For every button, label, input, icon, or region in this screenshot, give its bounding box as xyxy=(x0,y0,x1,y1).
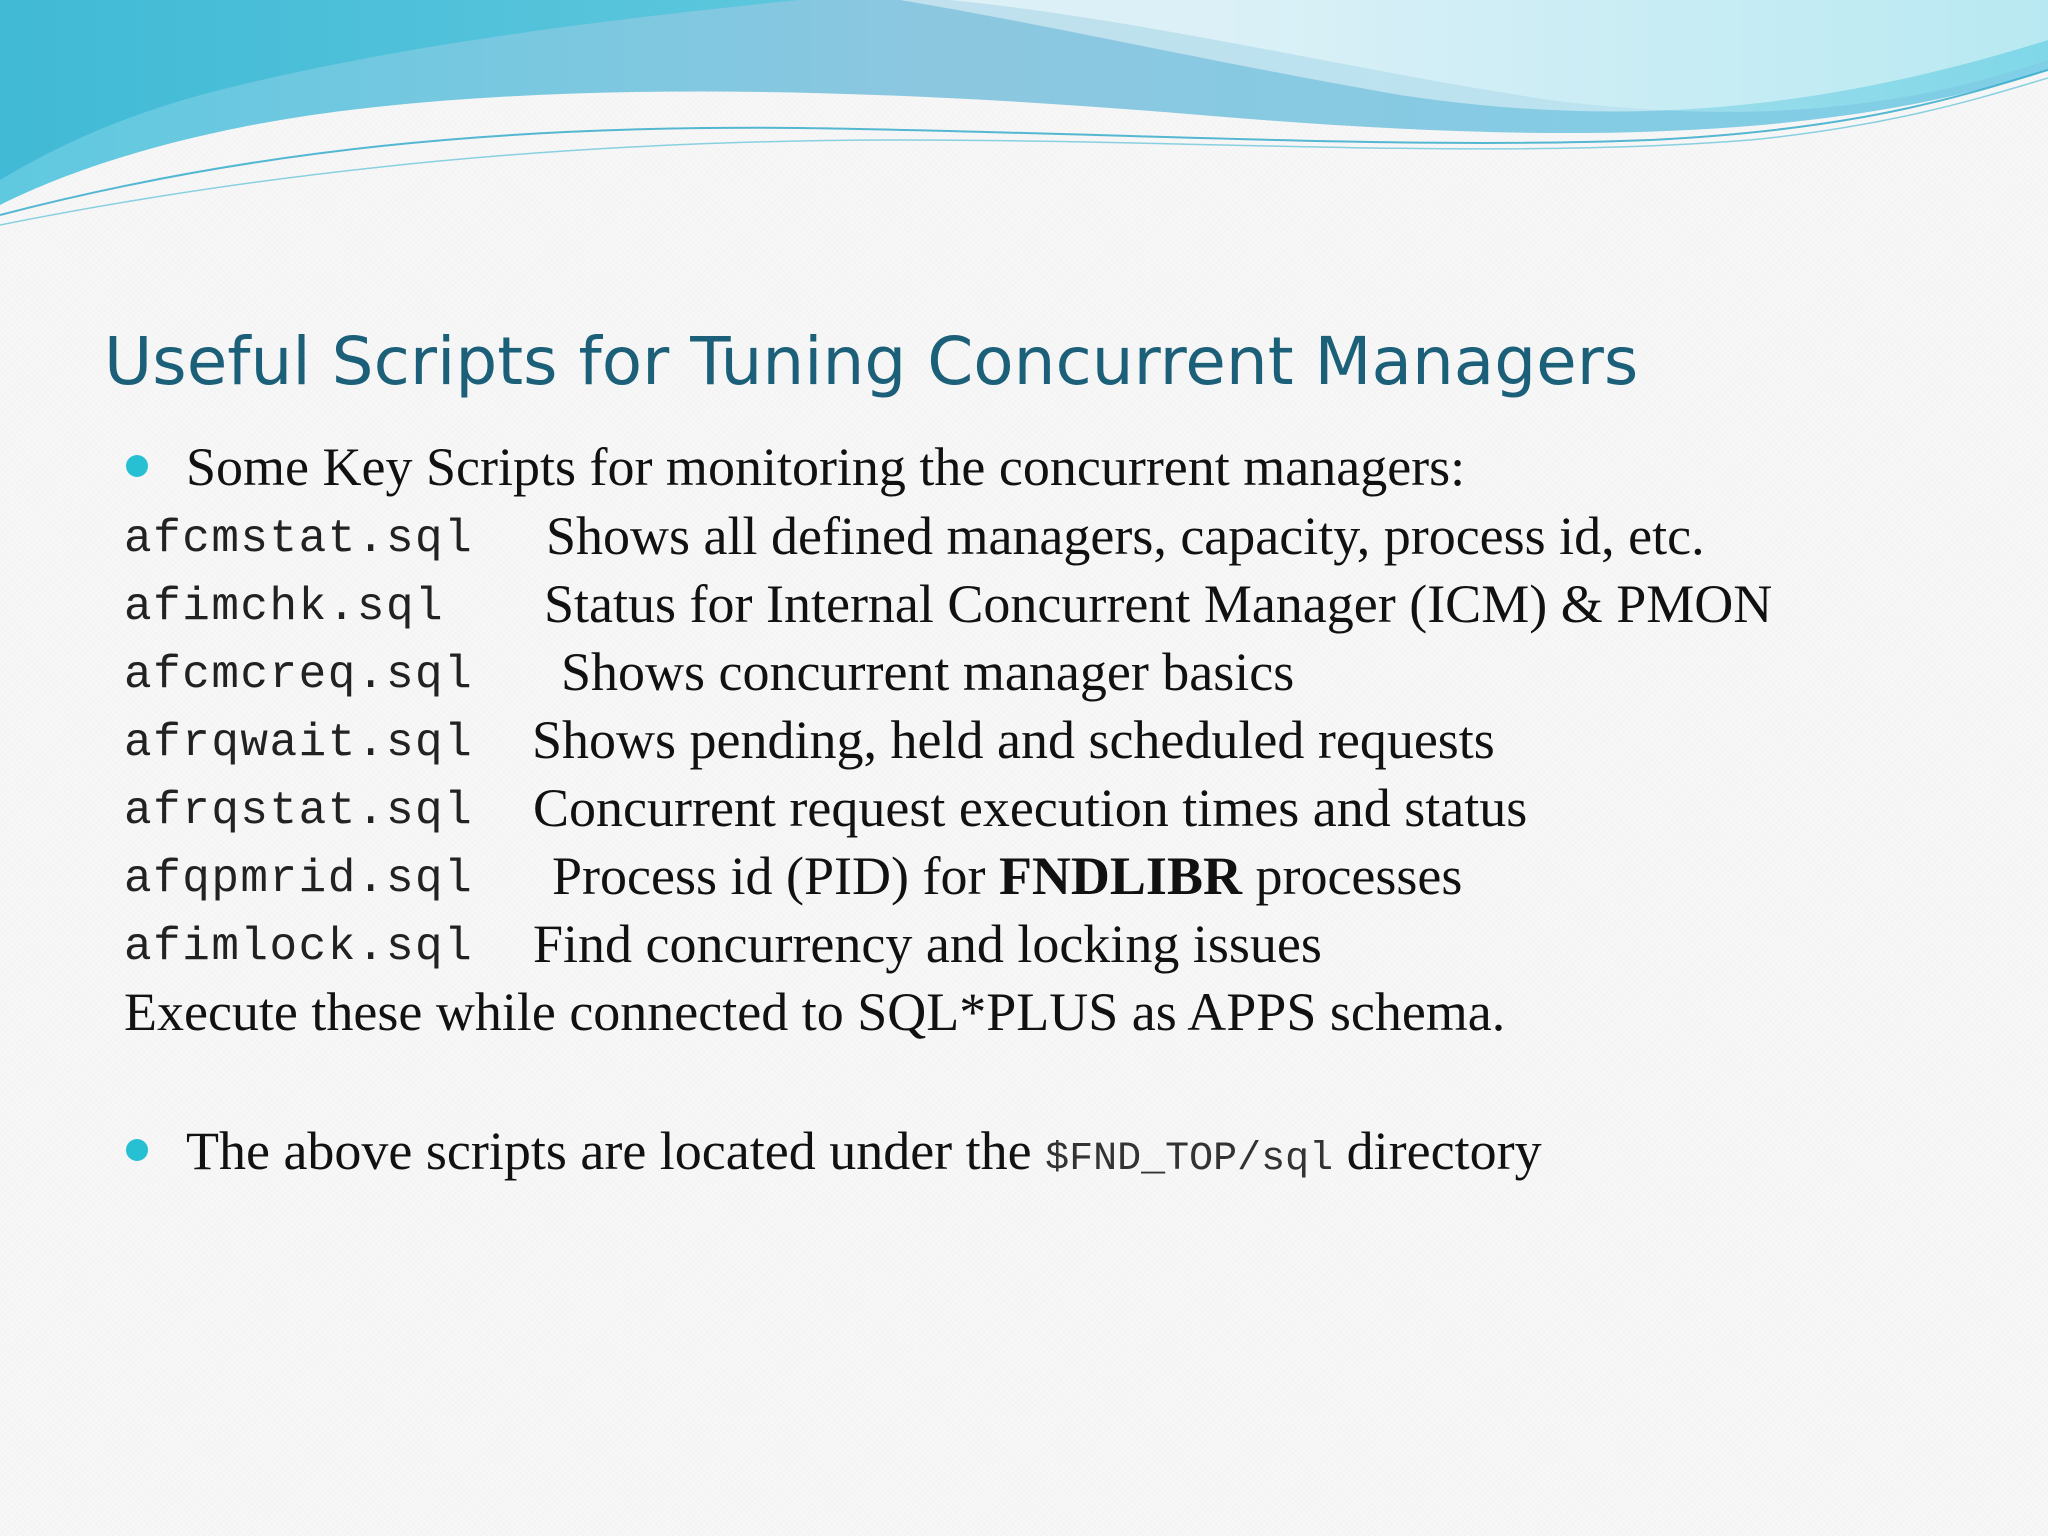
script-name: afimlock.sql xyxy=(124,921,474,973)
script-name: afimchk.sql xyxy=(124,581,445,633)
script-description: Status for Internal Concurrent Manager (ICM) & PMON xyxy=(544,574,1773,634)
script-row xyxy=(124,910,2004,978)
script-name: afcmstat.sql xyxy=(124,513,474,565)
script-row xyxy=(124,570,2004,638)
bullet-dot-icon xyxy=(126,455,148,477)
script-row xyxy=(124,638,2004,706)
scripts-list xyxy=(124,502,2004,978)
script-description-suffix: processes xyxy=(1241,846,1463,906)
script-description xyxy=(552,842,1462,910)
script-row xyxy=(124,774,2004,842)
bullet-scripts-location-text xyxy=(186,1117,1542,1194)
script-name: afrqwait.sql xyxy=(124,717,474,769)
script-description: Shows pending, held and scheduled requests xyxy=(532,710,1495,770)
script-description-bold: FNDLIBR xyxy=(998,846,1242,906)
execution-note: Execute these while connected to SQL*PLUS as APPS schema. xyxy=(124,982,1506,1042)
location-suffix: directory xyxy=(1333,1121,1542,1181)
script-description: Shows concurrent manager basics xyxy=(561,642,1295,702)
location-prefix: The above scripts are located under the xyxy=(186,1121,1046,1181)
script-description: Shows all defined managers, capacity, process id, etc. xyxy=(546,506,1705,566)
script-name: afqpmrid.sql xyxy=(124,853,474,905)
fnd-top-path: $FND_TOP/sql xyxy=(1045,1137,1334,1182)
bullet-dot-icon xyxy=(126,1139,148,1161)
script-name: afrqstat.sql xyxy=(124,785,474,837)
script-row xyxy=(124,502,2004,570)
script-name: afcmcreq.sql xyxy=(124,649,474,701)
script-description-prefix: Process id (PID) for xyxy=(552,846,999,906)
slide-title: Useful Scripts for Tuning Concurrent Managers xyxy=(104,323,1639,400)
bullet-key-scripts-text: Some Key Scripts for monitoring the concurrent managers: xyxy=(186,437,1466,497)
script-description: Concurrent request execution times and status xyxy=(533,778,1528,838)
script-row xyxy=(124,706,2004,774)
decorative-wave-header xyxy=(0,0,2048,240)
script-row xyxy=(124,842,2004,910)
script-description: Find concurrency and locking issues xyxy=(533,914,1322,974)
